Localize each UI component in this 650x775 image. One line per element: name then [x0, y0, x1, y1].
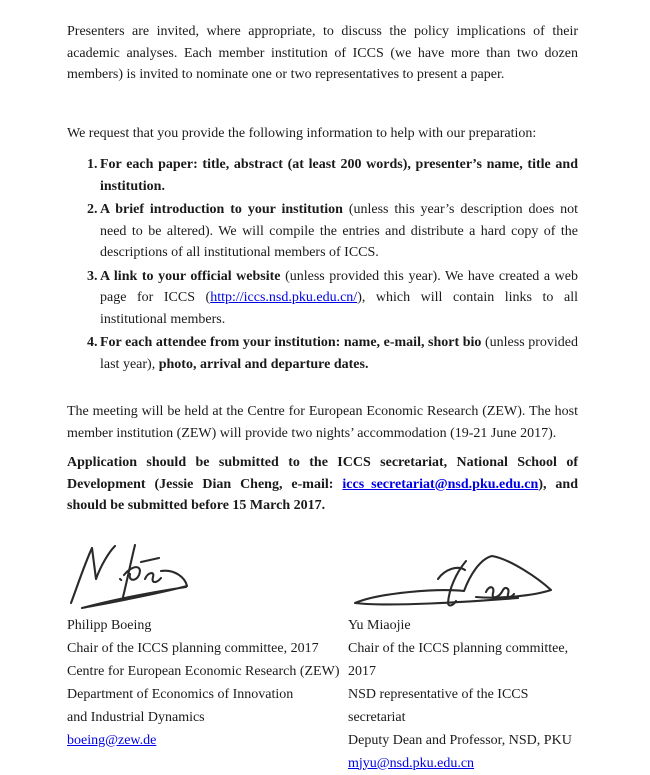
signatory-title-line: Chair of the ICCS planning committee, 2017: [67, 640, 319, 656]
signatory-title-line: and Industrial Dynamics: [67, 709, 205, 725]
meeting-paragraph: The meeting will be held at the Centre for European Economic Research (ZEW). The host member institution (ZEW) will provide two nights’ accommodation (19-21 June 2017).: [67, 404, 578, 441]
contact-row: [67, 614, 578, 775]
boeing-email-link[interactable]: boeing@zew.de: [67, 732, 157, 748]
list-item-4: [67, 332, 578, 375]
list-item-4-bold-text-2: photo, arrival and departure dates.: [158, 356, 369, 372]
list-number-1: 1.: [87, 157, 98, 172]
list-item-3: [67, 266, 578, 331]
iccs-website-link[interactable]: http://iccs.nsd.pku.edu.cn/: [210, 290, 358, 305]
list-item-3-post-link-text: ), which will contain links to all institutional members.: [100, 290, 578, 327]
list-number-2: 2.: [87, 202, 98, 217]
signature-row: [67, 541, 578, 609]
list-item-4-bold-text: For each attendee from your institution: name, e-mail, short bio: [100, 335, 482, 350]
list-item-2-bold-text: A brief introduction to your institution: [100, 202, 343, 217]
contact-block-yu-miaojie: [348, 614, 578, 775]
list-item-2-text: [100, 199, 578, 264]
application-pre-text: Application should be submitted to the ICCS secretariat, National School of Development (Jessie Dian Cheng, e-mail:: [67, 455, 578, 492]
list-item-1-text: [100, 154, 578, 197]
intro-paragraph: Presenters are invited, where appropriate, to discuss the policy implications of their academic analyses. Each member institution of ICCS (we have more than two dozen members) is invited to nominate one or two representatives to present a paper.: [67, 24, 578, 82]
list-number-3: 3.: [87, 268, 98, 284]
list-item-4-text: [100, 332, 578, 375]
list-item-2: [67, 199, 578, 264]
yu-miaojie-signature-image: [348, 551, 564, 609]
list-item-4-regular-text: (unless provided last year),: [100, 335, 578, 372]
list-number-4: 4.: [87, 335, 98, 350]
list-item-3-bold-text: A link to your official website: [100, 268, 281, 284]
list-item-1: [67, 154, 578, 197]
list-item-1-bold-text: For each paper: title, abstract (at least 200 words), presenter’s name, title and institution.: [100, 157, 578, 194]
signatory-title-line: Centre for European Economic Research (ZEW): [67, 663, 340, 679]
signatory-name: Yu Miaojie: [348, 617, 411, 633]
philipp-boeing-signature-image: [68, 543, 192, 609]
signature-cell-left: [67, 541, 348, 609]
contact-block-philipp-boeing: [67, 614, 348, 775]
signatory-title-line: NSD representative of the ICCS secretariat: [348, 686, 529, 725]
mjyu-email-link[interactable]: mjyu@nsd.pku.edu.cn: [348, 755, 475, 771]
list-item-3-pre-link-text: (unless provided this year). We have created a web page for ICCS (: [100, 268, 578, 305]
request-list: [67, 154, 578, 375]
list-item-2-regular-text: (unless this year’s description does not need to be altered). We will compile the entries and distribute a hard copy of the descriptions of all institutional members of ICCS.: [100, 202, 578, 260]
list-item-3-text: [100, 266, 578, 331]
signature-cell-right: [348, 541, 578, 609]
application-paragraph: [67, 452, 578, 517]
application-post-text: ), and should be submitted before 15 March 2017.: [67, 476, 579, 513]
signatory-title-line: Deputy Dean and Professor, NSD, PKU: [348, 732, 572, 748]
signatory-title-line: Chair of the ICCS planning committee, 2017: [348, 640, 569, 679]
signatory-title-line: Department of Economics of Innovation: [67, 686, 294, 702]
request-lead-paragraph: We request that you provide the following information to help with our preparation:: [67, 125, 537, 141]
secretariat-email-link[interactable]: iccs_secretariat@nsd.pku.edu.cn: [342, 476, 539, 492]
signatory-name: Philipp Boeing: [67, 617, 152, 633]
